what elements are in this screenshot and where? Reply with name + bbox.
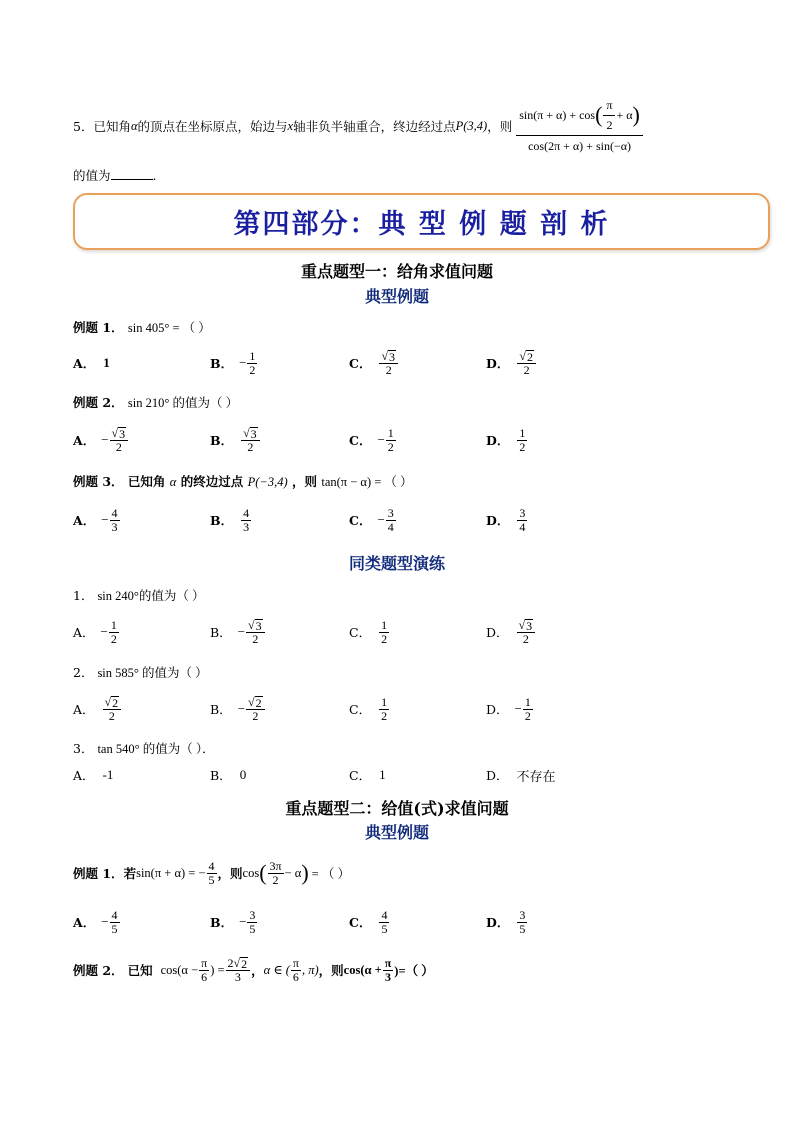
banner-title: 第四部分：典 型 例 题 剖 析 — [233, 209, 610, 240]
option-fraction: $\frac{3}{5}$ — [249, 907, 256, 936]
q5-text-d: ，则 — [487, 119, 513, 134]
option-fraction: $\frac{1}{2}$ — [519, 425, 526, 454]
q5-x: x — [287, 118, 294, 133]
option-b[interactable] — [210, 692, 266, 726]
option-sign: − — [377, 432, 385, 447]
option-c[interactable] — [349, 615, 390, 649]
answer-blank[interactable] — [111, 167, 153, 180]
option-d[interactable] — [486, 503, 528, 537]
question-5 — [73, 98, 643, 154]
option-a[interactable] — [73, 346, 110, 380]
option-d[interactable] — [486, 423, 528, 457]
option-letter: B． — [210, 433, 234, 448]
option-letter: A． — [73, 768, 95, 783]
option-value: 0 — [239, 767, 247, 782]
q5-point: P(3,4) — [455, 118, 488, 133]
option-letter: C． — [349, 702, 372, 717]
option-c[interactable] — [349, 503, 397, 537]
option-letter: B． — [210, 625, 232, 640]
option-letter: C． — [349, 513, 372, 528]
type1-title: 重点题型一：给角求值问题 — [300, 262, 493, 281]
type2-title: 重点题型二：给值(式)求值问题 — [285, 799, 509, 818]
practice-1: 1． sin 240°的值为（ ） — [73, 588, 205, 603]
option-fraction: √ 2 2 — [246, 696, 265, 723]
option-letter: A． — [73, 915, 96, 930]
option-fraction: √ 2 2 — [517, 350, 536, 377]
practice-title: 同类题型演练 — [348, 554, 445, 573]
option-fraction: $\frac{1}{2}$ — [249, 348, 256, 377]
option-fraction: $\frac{4}{5}$ — [111, 907, 118, 936]
option-c[interactable] — [349, 905, 390, 939]
option-fraction: $\frac{4}{5}$ — [381, 907, 388, 936]
option-value: -1 — [102, 767, 114, 782]
option-fraction: $\frac{3}{4}$ — [387, 505, 394, 534]
t2-ex1: 例题 1． 若 sin(π + α) = − $\frac{4}{5}$ ，则 cos ( $\frac{3\pi}{2}$ − α ) = （ ） — [73, 858, 350, 887]
option-letter: D． — [486, 356, 510, 371]
t2-ex2: 例题 2． 已知 cos(α − $\frac{\pi}{6}$ ) = 2 √ 2 3 ， α ∈ ( $\frac{\pi}{6}$ , π) ，则 cos(α + $\frac{\pi}{3}$ )=（ ） — [73, 955, 434, 984]
option-letter: D． — [486, 433, 510, 448]
option-sign: − — [239, 914, 247, 929]
option-sign: − — [237, 701, 246, 716]
option-fraction: $\frac{1}{2}$ — [524, 694, 531, 723]
option-b[interactable] — [210, 346, 258, 380]
option-a[interactable] — [73, 692, 122, 726]
type2-subtitle: 典型例题 — [364, 823, 429, 842]
q5-num-frac: $\frac{\pi}{2}$ — [603, 99, 615, 132]
t1-ex1: 例题 1． sin 405° = （ ） — [73, 320, 211, 335]
option-fraction: $\frac{4}{3}$ — [243, 505, 250, 534]
option-letter: C． — [349, 915, 372, 930]
option-a[interactable] — [73, 905, 121, 939]
option-letter: D． — [486, 513, 510, 528]
option-d[interactable] — [486, 905, 528, 939]
question-5-line2: 的值为 . — [73, 168, 157, 183]
practice-2: 2． sin 585° 的值为（ ） — [73, 665, 208, 680]
option-letter: A． — [73, 356, 96, 371]
option-c[interactable] — [349, 758, 386, 792]
option-d[interactable] — [486, 346, 537, 380]
option-letter: A． — [73, 702, 95, 717]
option-b[interactable] — [210, 423, 261, 457]
option-fraction: $\frac{1}{2}$ — [387, 425, 394, 454]
option-letter: B． — [210, 915, 234, 930]
option-b[interactable] — [210, 615, 266, 649]
option-a[interactable] — [73, 615, 120, 649]
option-value: 不存在 — [516, 768, 556, 784]
t1-ex3: 例题 3． 已知角 α 的终边过点 P(−3,4) ，则 tan(π − α) = （ ） — [73, 474, 413, 489]
q5-text-a: 5．已知角 — [73, 119, 131, 134]
option-d[interactable] — [486, 615, 536, 649]
option-fraction: √ 2 2 — [103, 696, 122, 723]
option-letter: C． — [349, 433, 372, 448]
option-sign: − — [101, 512, 109, 527]
option-a[interactable] — [73, 503, 121, 537]
t2-ex1-frac: $\frac{4}{5}$ — [208, 858, 215, 887]
option-value: 1 — [379, 767, 386, 782]
option-letter: A． — [73, 433, 96, 448]
t1-ex2: 例题 2． sin 210° 的值为（ ） — [73, 395, 239, 410]
q5-num-b: + α — [616, 107, 633, 122]
option-letter: B． — [210, 356, 234, 371]
q5-alpha: α — [130, 118, 138, 133]
option-b[interactable] — [210, 905, 258, 939]
option-sign: − — [100, 624, 108, 639]
option-letter: D． — [486, 625, 509, 640]
option-letter: C． — [349, 768, 372, 783]
option-c[interactable] — [349, 346, 399, 380]
option-letter: A． — [73, 625, 95, 640]
section-banner — [73, 193, 770, 250]
option-fraction: √ 3 2 — [110, 427, 129, 454]
option-letter: C． — [349, 356, 372, 371]
option-value: 1 — [103, 355, 110, 370]
option-letter: D． — [486, 702, 509, 717]
option-c[interactable] — [349, 692, 390, 726]
option-c[interactable] — [349, 423, 397, 457]
type1-subtitle: 典型例题 — [364, 287, 429, 306]
option-a[interactable] — [73, 423, 129, 457]
option-letter: B． — [210, 513, 234, 528]
option-letter: C． — [349, 625, 372, 640]
option-letter: D． — [486, 768, 509, 783]
q5-den: cos(2π + α) + sin(−α) — [528, 138, 631, 153]
option-sign: − — [101, 914, 109, 929]
option-fraction: √ 3 2 — [517, 619, 536, 646]
q5-text-b: 的顶点在坐标原点，始边与 — [137, 119, 288, 134]
q5-line2: 的值为 — [73, 168, 111, 183]
q5-expression: sin(π + α) + cos ( $\frac{\pi}{2}$ + α ) cos(2π + α) + sin(−α) — [516, 99, 643, 154]
option-fraction: $\frac{1}{2}$ — [110, 617, 117, 646]
q5-text-c: 轴非负半轴重合，终边经过点 — [293, 119, 456, 134]
option-b[interactable] — [210, 503, 252, 537]
option-fraction: √ 3 2 — [379, 350, 398, 377]
option-a[interactable] — [73, 758, 113, 792]
option-d[interactable] — [486, 758, 556, 792]
option-fraction: $\frac{1}{2}$ — [381, 694, 388, 723]
option-d[interactable] — [486, 692, 534, 726]
option-sign: − — [239, 355, 247, 370]
option-fraction: √ 3 2 — [246, 619, 265, 646]
option-letter: B． — [210, 768, 232, 783]
option-letter: B． — [210, 702, 232, 717]
option-letter: D． — [486, 915, 510, 930]
option-b[interactable] — [210, 758, 246, 792]
option-fraction: $\frac{1}{2}$ — [381, 617, 388, 646]
option-letter: A． — [73, 513, 96, 528]
t2-ex1-inner-frac: $\frac{3\pi}{2}$ — [269, 858, 282, 887]
practice-3: 3． tan 540° 的值为（ ）． — [73, 741, 215, 756]
option-fraction: $\frac{3}{5}$ — [519, 907, 526, 936]
option-fraction: √ 3 2 — [241, 427, 260, 454]
option-sign: − — [514, 701, 522, 716]
option-sign: − — [377, 512, 385, 527]
option-fraction: $\frac{3}{4}$ — [519, 505, 526, 534]
option-sign: − — [101, 432, 109, 447]
option-sign: − — [237, 624, 246, 639]
option-fraction: $\frac{4}{3}$ — [111, 505, 118, 534]
q5-num-a: sin(π + α) + cos — [519, 107, 596, 122]
